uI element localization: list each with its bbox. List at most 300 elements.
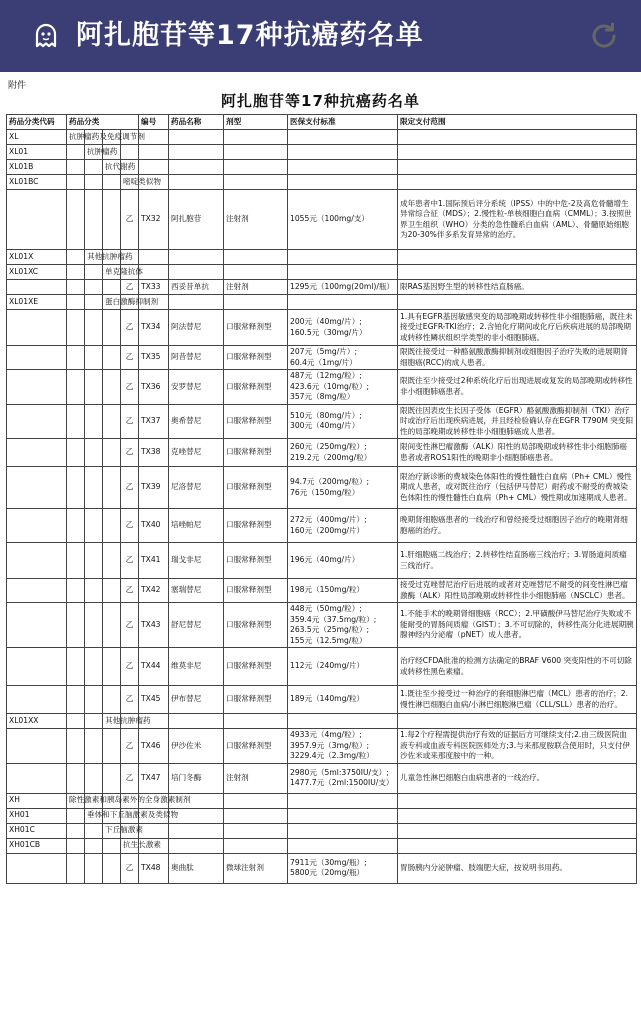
drug-number: TX35 xyxy=(139,346,169,370)
empty-cell xyxy=(67,370,85,405)
category-row xyxy=(7,793,637,808)
empty-cell xyxy=(169,145,224,160)
drug-number: TX45 xyxy=(139,686,169,714)
drug-scope: 限既往接受过一种酪氨酸激酶抑制剂或细胞因子治疗失败的进展期肾细胞癌(RCC)的成人患者。 xyxy=(398,346,637,370)
drug-class: 乙 xyxy=(121,763,139,793)
drug-row xyxy=(7,603,637,648)
empty-cell xyxy=(224,130,288,145)
empty-cell xyxy=(67,346,85,370)
empty-cell xyxy=(85,853,103,883)
empty-cell xyxy=(288,714,398,729)
empty-cell xyxy=(398,793,637,808)
drug-name: 阿法替尼 xyxy=(169,310,224,346)
drug-price: 198元（150mg/粒） xyxy=(288,579,398,603)
drug-number: TX38 xyxy=(139,439,169,467)
reload-icon[interactable] xyxy=(588,20,620,52)
drug-class: 乙 xyxy=(121,603,139,648)
header-cell: 限定支付范围 xyxy=(398,115,637,130)
empty-cell xyxy=(224,265,288,280)
empty-cell xyxy=(288,808,398,823)
table-header-row xyxy=(7,115,637,130)
empty-cell xyxy=(224,250,288,265)
empty-cell xyxy=(288,295,398,310)
drug-form: 注射剂 xyxy=(224,280,288,295)
empty-cell xyxy=(224,793,288,808)
drug-form: 口服常释剂型 xyxy=(224,509,288,543)
empty-cell xyxy=(103,763,121,793)
empty-cell xyxy=(7,853,67,883)
empty-cell xyxy=(85,190,103,250)
drug-form: 口服常释剂型 xyxy=(224,439,288,467)
empty-cell xyxy=(103,346,121,370)
drug-name: 培门冬酶 xyxy=(169,763,224,793)
drug-row xyxy=(7,509,637,543)
drug-form: 口服常释剂型 xyxy=(224,310,288,346)
empty-cell xyxy=(121,145,139,160)
category-name: 抗肿瘤药及免疫调节剂 xyxy=(67,130,85,145)
drug-row xyxy=(7,370,637,405)
empty-cell xyxy=(67,686,85,714)
empty-cell xyxy=(398,175,637,190)
header-cell: 医保支付标准 xyxy=(288,115,398,130)
empty-cell xyxy=(398,130,637,145)
empty-cell xyxy=(67,838,85,853)
drug-row xyxy=(7,346,637,370)
table-body xyxy=(7,130,637,884)
empty-cell xyxy=(398,295,637,310)
drug-class: 乙 xyxy=(121,509,139,543)
drug-form: 口服常释剂型 xyxy=(224,603,288,648)
empty-cell xyxy=(103,310,121,346)
empty-cell xyxy=(67,145,85,160)
header-cell: 药品名称 xyxy=(169,115,224,130)
drug-number: TX34 xyxy=(139,310,169,346)
category-name: 嘧啶类似物 xyxy=(121,175,139,190)
empty-cell xyxy=(7,310,67,346)
empty-cell xyxy=(288,250,398,265)
drug-scope: 接受过克唑替尼治疗后进展的或者对克唑替尼不耐受的间变性淋巴瘤激酶（ALK）阳性局部晚期或转移性非小细胞肺癌（NSCLC）患者。 xyxy=(398,579,637,603)
drug-number: TX48 xyxy=(139,853,169,883)
empty-cell xyxy=(85,280,103,295)
drug-scope: 限既往至少接受过2种系统化疗后出现进展或复发的局部晚期或转移性非小细胞肺癌患者。 xyxy=(398,370,637,405)
drug-scope: 限既往因表皮生长因子受体（EGFR）酪氨酸激酶抑制剂（TKI）治疗时或治疗后出现疾病进展，并且经检验确认存在EGFR T790M 突变阳性的局部晚期或转移性非小细胞肺癌成人患者。 xyxy=(398,404,637,439)
drug-name: 克唑替尼 xyxy=(169,439,224,467)
drug-price: 1055元（100mg/支） xyxy=(288,190,398,250)
drug-row xyxy=(7,467,637,509)
document-page xyxy=(0,72,641,1019)
drug-scope: 治疗经CFDA批准的检测方法确定的BRAF V600 突变阳性的不可切除或转移性黑色素瘤。 xyxy=(398,648,637,686)
empty-cell xyxy=(398,160,637,175)
empty-cell xyxy=(67,509,85,543)
empty-cell xyxy=(67,853,85,883)
empty-cell xyxy=(7,686,67,714)
empty-cell xyxy=(288,838,398,853)
drug-name: 伊布替尼 xyxy=(169,686,224,714)
empty-cell xyxy=(85,160,103,175)
empty-cell xyxy=(224,175,288,190)
empty-cell xyxy=(7,190,67,250)
drug-row xyxy=(7,648,637,686)
empty-cell xyxy=(85,648,103,686)
empty-cell xyxy=(85,838,103,853)
empty-cell xyxy=(288,175,398,190)
empty-cell xyxy=(7,648,67,686)
drug-scope: 成年患者中1.国际预后评分系统（IPSS）中的中危-2及高危骨髓增生异常综合征（MDS）；2.慢性粒-单核细胞白血病（CMML）；3.按照世界卫生组织（WHO）分类的急性髓系白血病（AML）、骨髓原始细胞为20-30%伴多系发育异常的治疗。 xyxy=(398,190,637,250)
drug-form: 口服常释剂型 xyxy=(224,370,288,405)
empty-cell xyxy=(7,729,67,764)
empty-cell xyxy=(67,160,85,175)
empty-cell xyxy=(103,370,121,405)
category-code: XL01B xyxy=(7,160,67,175)
category-row xyxy=(7,823,637,838)
empty-cell xyxy=(7,467,67,509)
drug-number: TX40 xyxy=(139,509,169,543)
drug-scope: 晚期肾细胞癌患者的一线治疗和曾经接受过细胞因子治疗的晚期肾细胞癌的治疗。 xyxy=(398,509,637,543)
category-name: 垂体和下丘脑激素及类似物 xyxy=(85,808,103,823)
empty-cell xyxy=(85,439,103,467)
empty-cell xyxy=(7,763,67,793)
drug-row xyxy=(7,439,637,467)
empty-cell xyxy=(7,370,67,405)
drug-form: 注射剂 xyxy=(224,763,288,793)
empty-cell xyxy=(103,509,121,543)
drug-scope: 限间变性淋巴瘤激酶（ALK）阳性的局部晚期或转移性非小细胞肺癌患者或者ROS1阳性的晚期非小细胞肺癌患者。 xyxy=(398,439,637,467)
empty-cell xyxy=(398,250,637,265)
category-code: XH xyxy=(7,793,67,808)
drug-class: 乙 xyxy=(121,370,139,405)
empty-cell xyxy=(7,439,67,467)
drug-scope: 1.每2个疗程需提供治疗有效的证据后方可继续支付;2.由三级医院血液专科或血液专科医院医师处方;3.与来那度胺联合使用时，只支付伊沙佐米或来那度胺中的一种。 xyxy=(398,729,637,764)
drug-form: 注射剂 xyxy=(224,190,288,250)
category-code: XH01 xyxy=(7,808,67,823)
empty-cell xyxy=(103,404,121,439)
drug-number: TX39 xyxy=(139,467,169,509)
empty-cell xyxy=(7,509,67,543)
empty-cell xyxy=(169,295,224,310)
empty-cell xyxy=(398,808,637,823)
empty-cell xyxy=(85,603,103,648)
empty-cell xyxy=(85,823,103,838)
drug-number: TX43 xyxy=(139,603,169,648)
empty-cell xyxy=(224,823,288,838)
empty-cell xyxy=(67,250,85,265)
empty-cell xyxy=(139,145,169,160)
drug-class: 乙 xyxy=(121,346,139,370)
empty-cell xyxy=(169,265,224,280)
drug-class: 乙 xyxy=(121,310,139,346)
app-header xyxy=(0,0,641,72)
category-name: 下丘脑激素 xyxy=(103,823,121,838)
drug-scope: 儿童急性淋巴细胞白血病患者的一线治疗。 xyxy=(398,763,637,793)
category-name: 单克隆抗体 xyxy=(103,265,121,280)
empty-cell xyxy=(288,823,398,838)
empty-cell xyxy=(67,295,85,310)
drug-class: 乙 xyxy=(121,467,139,509)
empty-cell xyxy=(103,543,121,579)
drug-row xyxy=(7,686,637,714)
drug-name: 尼洛替尼 xyxy=(169,467,224,509)
drug-scope: 限治疗新诊断的费城染色体阳性的慢性髓性白血病（Ph+ CML）慢性期成人患者，或对既往治疗（包括伊马替尼）耐药或不耐受的费城染色体阳性的慢性髓性白血病（Ph+ CML）慢性期或加速期成人患者。 xyxy=(398,467,637,509)
category-code: XL xyxy=(7,130,67,145)
empty-cell xyxy=(139,250,169,265)
drug-row xyxy=(7,280,637,295)
drug-price: 7911元（30mg/瓶）; 5800元（20mg/瓶） xyxy=(288,853,398,883)
empty-cell xyxy=(7,280,67,295)
empty-cell xyxy=(103,838,121,853)
category-name: 蛋白激酶抑制剂 xyxy=(103,295,121,310)
drug-class: 乙 xyxy=(121,648,139,686)
drug-price: 200元（40mg/片）; 160.5元（30mg/片） xyxy=(288,310,398,346)
category-row xyxy=(7,145,637,160)
drug-price: 207元（5mg/片）; 60.4元（1mg/片） xyxy=(288,346,398,370)
empty-cell xyxy=(288,793,398,808)
empty-cell xyxy=(85,763,103,793)
ghost-icon[interactable] xyxy=(32,22,60,50)
drug-row xyxy=(7,729,637,764)
empty-cell xyxy=(67,603,85,648)
drug-class: 乙 xyxy=(121,280,139,295)
empty-cell xyxy=(169,160,224,175)
category-code: XL01 xyxy=(7,145,67,160)
category-name: 抗代谢药 xyxy=(103,160,121,175)
empty-cell xyxy=(67,579,85,603)
category-code: XH01CB xyxy=(7,838,67,853)
drug-class: 乙 xyxy=(121,579,139,603)
drug-name: 奥曲肽 xyxy=(169,853,224,883)
drug-price: 272元（400mg/片）; 160元（200mg/片） xyxy=(288,509,398,543)
category-row xyxy=(7,838,637,853)
empty-cell xyxy=(398,265,637,280)
empty-cell xyxy=(7,579,67,603)
empty-cell xyxy=(103,853,121,883)
drug-row xyxy=(7,543,637,579)
empty-cell xyxy=(103,467,121,509)
empty-cell xyxy=(67,175,85,190)
empty-cell xyxy=(224,145,288,160)
empty-cell xyxy=(169,175,224,190)
drug-number: TX47 xyxy=(139,763,169,793)
drug-price: 189元（140mg/粒） xyxy=(288,686,398,714)
empty-cell xyxy=(85,467,103,509)
empty-cell xyxy=(288,160,398,175)
page-title: 阿扎胞苷等17种抗癌药名单 xyxy=(76,20,424,51)
category-row xyxy=(7,160,637,175)
empty-cell xyxy=(67,763,85,793)
drug-form: 口服常释剂型 xyxy=(224,346,288,370)
drug-row xyxy=(7,579,637,603)
empty-cell xyxy=(7,404,67,439)
document-title: 阿扎胞苷等17种抗癌药名单 xyxy=(221,92,420,110)
attachment-label: 附件 xyxy=(8,81,27,91)
drug-name: 奥希替尼 xyxy=(169,404,224,439)
empty-cell xyxy=(67,467,85,509)
drug-row xyxy=(7,404,637,439)
empty-cell xyxy=(85,714,103,729)
drug-number: TX46 xyxy=(139,729,169,764)
drug-price: 94.7元（200mg/粒）; 76元（150mg/粒） xyxy=(288,467,398,509)
empty-cell xyxy=(85,579,103,603)
drug-list-table xyxy=(6,114,637,884)
empty-cell xyxy=(398,145,637,160)
category-name: 其他抗肿瘤药 xyxy=(85,250,103,265)
empty-cell xyxy=(67,404,85,439)
empty-cell xyxy=(85,370,103,405)
empty-cell xyxy=(103,603,121,648)
drug-form: 微球注射剂 xyxy=(224,853,288,883)
category-name: 除性激素和胰岛素外的全身激素制剂 xyxy=(67,793,85,808)
drug-name: 西妥昔单抗 xyxy=(169,280,224,295)
drug-class: 乙 xyxy=(121,853,139,883)
empty-cell xyxy=(224,295,288,310)
drug-price: 487元（12mg/粒）; 423.6元（10mg/粒）; 357元（8mg/粒） xyxy=(288,370,398,405)
drug-row xyxy=(7,853,637,883)
drug-scope: 1.既往至少接受过一种治疗的套细胞淋巴瘤（MCL）患者的治疗；2.慢性淋巴细胞白血病/小淋巴细胞淋巴瘤（CLL/SLL）患者的治疗。 xyxy=(398,686,637,714)
empty-cell xyxy=(67,648,85,686)
drug-price: 448元（50mg/粒）; 359.4元（37.5mg/粒）; 263.5元（25mg/粒）; 155元（12.5mg/粒） xyxy=(288,603,398,648)
empty-cell xyxy=(67,265,85,280)
drug-row xyxy=(7,310,637,346)
category-row xyxy=(7,295,637,310)
drug-class: 乙 xyxy=(121,439,139,467)
empty-cell xyxy=(103,175,121,190)
empty-cell xyxy=(398,838,637,853)
empty-cell xyxy=(67,190,85,250)
drug-number: TX33 xyxy=(139,280,169,295)
empty-cell xyxy=(224,808,288,823)
empty-cell xyxy=(67,823,85,838)
drug-form: 口服常释剂型 xyxy=(224,729,288,764)
drug-name: 塞瑞替尼 xyxy=(169,579,224,603)
empty-cell xyxy=(139,823,169,838)
empty-cell xyxy=(85,404,103,439)
empty-cell xyxy=(288,130,398,145)
empty-cell xyxy=(103,190,121,250)
empty-cell xyxy=(103,648,121,686)
empty-cell xyxy=(139,265,169,280)
empty-cell xyxy=(169,714,224,729)
drug-name: 伊沙佐米 xyxy=(169,729,224,764)
drug-class: 乙 xyxy=(121,190,139,250)
empty-cell xyxy=(85,686,103,714)
category-code: XL01XX xyxy=(7,714,67,729)
drug-name: 阿昔替尼 xyxy=(169,346,224,370)
empty-cell xyxy=(288,265,398,280)
drug-form: 口服常释剂型 xyxy=(224,648,288,686)
drug-class: 乙 xyxy=(121,404,139,439)
empty-cell xyxy=(85,543,103,579)
empty-cell xyxy=(85,729,103,764)
empty-cell xyxy=(67,280,85,295)
category-code: XL01XE xyxy=(7,295,67,310)
empty-cell xyxy=(67,439,85,467)
empty-cell xyxy=(224,714,288,729)
empty-cell xyxy=(169,130,224,145)
drug-scope: 限RAS基因野生型的转移性结直肠癌。 xyxy=(398,280,637,295)
drug-row xyxy=(7,763,637,793)
empty-cell xyxy=(288,145,398,160)
drug-form: 口服常释剂型 xyxy=(224,404,288,439)
drug-class: 乙 xyxy=(121,543,139,579)
drug-scope: 1.具有EGFR基因敏感突变的局部晚期或转移性非小细胞肺癌，既往未接受过EGFR-TKI治疗；2.含铂化疗期间或化疗后疾病进展的局部晚期或转移性鳞状组织学类型的非小细胞肺癌。 xyxy=(398,310,637,346)
empty-cell xyxy=(169,823,224,838)
drug-scope: 1.不能手术的晚期肾细胞癌（RCC）；2.甲磺酸伊马替尼治疗失败或不能耐受的胃肠间质瘤（GIST）；3.不可切除的，转移性高分化进展期胰腺神经内分泌瘤（pNET）成人患者。 xyxy=(398,603,637,648)
empty-cell xyxy=(7,346,67,370)
drug-price: 1295元（100mg(20ml)/瓶） xyxy=(288,280,398,295)
header-cell: 编号 xyxy=(139,115,169,130)
category-row xyxy=(7,714,637,729)
header-cell: 剂型 xyxy=(224,115,288,130)
empty-cell xyxy=(224,838,288,853)
drug-name: 培唑帕尼 xyxy=(169,509,224,543)
drug-number: TX36 xyxy=(139,370,169,405)
category-name: 其他抗肿瘤药 xyxy=(103,714,121,729)
drug-form: 口服常释剂型 xyxy=(224,686,288,714)
category-name: 抗肿瘤药 xyxy=(85,145,103,160)
empty-cell xyxy=(103,439,121,467)
category-code: XL01X xyxy=(7,250,67,265)
drug-number: TX41 xyxy=(139,543,169,579)
drug-name: 安罗替尼 xyxy=(169,370,224,405)
header-cell: 药品分类 xyxy=(67,115,139,130)
drug-scope: 胃肠胰内分泌肿瘤、肢端肥大症，按说明书用药。 xyxy=(398,853,637,883)
empty-cell xyxy=(85,175,103,190)
category-name: 抗生长激素 xyxy=(121,838,139,853)
empty-cell xyxy=(85,310,103,346)
drug-form: 口服常释剂型 xyxy=(224,543,288,579)
drug-name: 维莫非尼 xyxy=(169,648,224,686)
empty-cell xyxy=(139,160,169,175)
empty-cell xyxy=(103,280,121,295)
empty-cell xyxy=(7,543,67,579)
empty-cell xyxy=(67,310,85,346)
empty-cell xyxy=(67,808,85,823)
empty-cell xyxy=(398,714,637,729)
empty-cell xyxy=(224,160,288,175)
drug-number: TX32 xyxy=(139,190,169,250)
category-code: XL01BC xyxy=(7,175,67,190)
empty-cell xyxy=(67,543,85,579)
category-row xyxy=(7,175,637,190)
category-code: XL01XC xyxy=(7,265,67,280)
empty-cell xyxy=(169,838,224,853)
drug-row xyxy=(7,190,637,250)
drug-price: 112元（240mg/片） xyxy=(288,648,398,686)
drug-form: 口服常释剂型 xyxy=(224,579,288,603)
drug-form: 口服常释剂型 xyxy=(224,467,288,509)
drug-number: TX37 xyxy=(139,404,169,439)
empty-cell xyxy=(103,686,121,714)
category-row xyxy=(7,130,637,145)
drug-scope: 1.肝细胞癌二线治疗；2.转移性结直肠癌三线治疗；3.胃肠道间质瘤三线治疗。 xyxy=(398,543,637,579)
category-row xyxy=(7,808,637,823)
empty-cell xyxy=(85,295,103,310)
drug-class: 乙 xyxy=(121,686,139,714)
drug-name: 阿扎胞苷 xyxy=(169,190,224,250)
empty-cell xyxy=(67,729,85,764)
drug-number: TX44 xyxy=(139,648,169,686)
drug-number: TX42 xyxy=(139,579,169,603)
category-code: XH01C xyxy=(7,823,67,838)
header-cell: 药品分类代码 xyxy=(7,115,67,130)
empty-cell xyxy=(85,509,103,543)
empty-cell xyxy=(85,265,103,280)
drug-price: 260元（250mg/粒）; 219.2元（200mg/粒） xyxy=(288,439,398,467)
drug-name: 瑞戈非尼 xyxy=(169,543,224,579)
empty-cell xyxy=(103,579,121,603)
empty-cell xyxy=(85,346,103,370)
empty-cell xyxy=(169,250,224,265)
drug-price: 4933元（4mg/粒）; 3957.9元（3mg/粒）; 3229.4元（2.3mg/粒） xyxy=(288,729,398,764)
